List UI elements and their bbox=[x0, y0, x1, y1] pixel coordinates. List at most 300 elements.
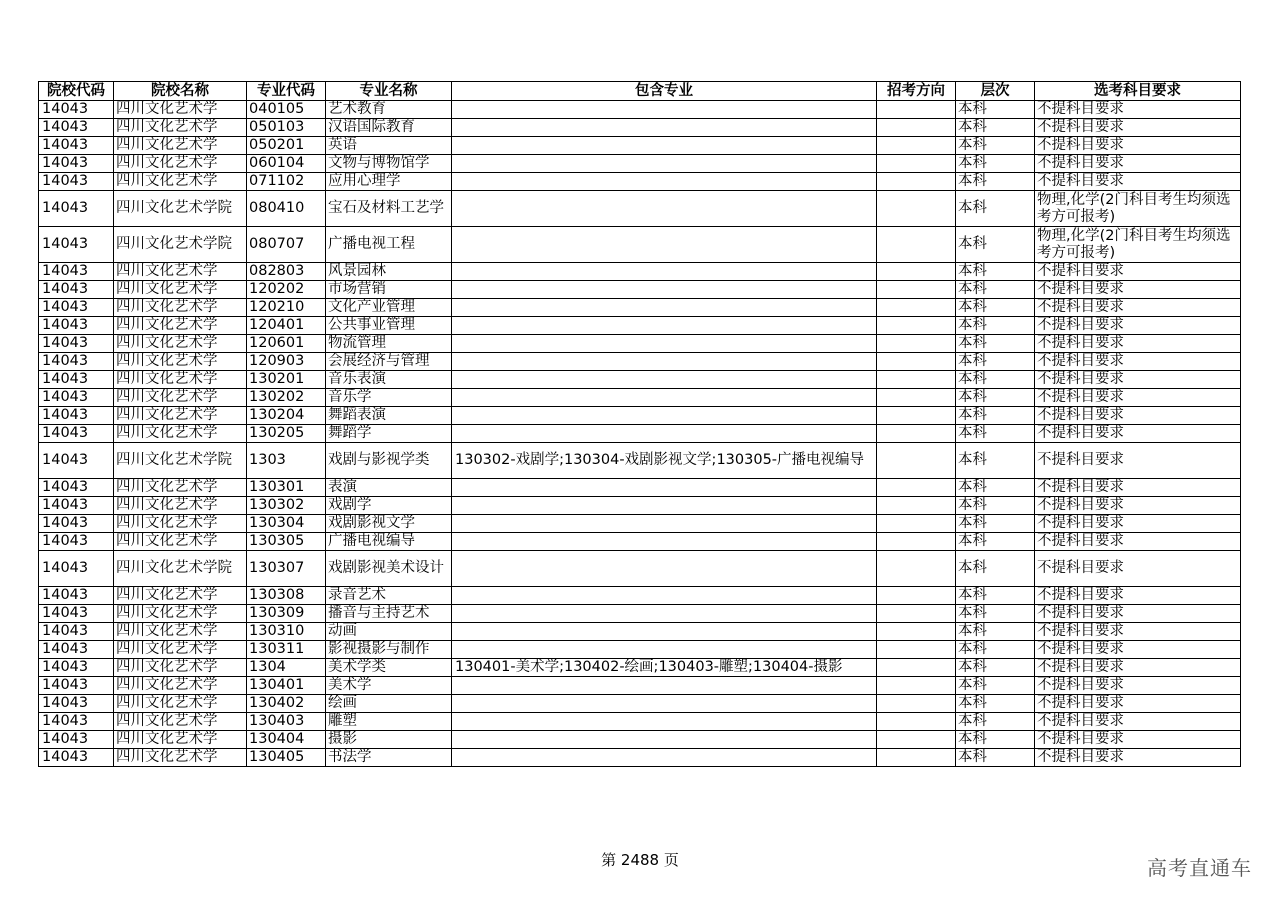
cell-included-majors bbox=[452, 407, 877, 425]
cell-subject-requirement: 不提科目要求 bbox=[1035, 443, 1241, 479]
cell-level: 本科 bbox=[956, 281, 1035, 299]
cell-included-majors bbox=[452, 191, 877, 227]
cell-direction bbox=[877, 335, 956, 353]
table-row bbox=[39, 173, 1241, 191]
cell-included-majors bbox=[452, 299, 877, 317]
cell-direction bbox=[877, 173, 956, 191]
cell-subject-requirement: 物理,化学(2门科目考生均须选考方可报考) bbox=[1035, 227, 1241, 263]
cell-direction bbox=[877, 731, 956, 749]
cell-major-code: 130202 bbox=[247, 389, 326, 407]
cell-school-name: 四川文化艺术学 bbox=[114, 425, 247, 443]
table-row bbox=[39, 497, 1241, 515]
cell-major-code: 1304 bbox=[247, 659, 326, 677]
cell-included-majors bbox=[452, 641, 877, 659]
cell-school-code: 14043 bbox=[39, 641, 114, 659]
cell-level: 本科 bbox=[956, 155, 1035, 173]
cell-subject-requirement: 不提科目要求 bbox=[1035, 137, 1241, 155]
cell-level: 本科 bbox=[956, 371, 1035, 389]
cell-major-code: 120401 bbox=[247, 317, 326, 335]
cell-major-code: 130302 bbox=[247, 497, 326, 515]
cell-subject-requirement: 不提科目要求 bbox=[1035, 119, 1241, 137]
cell-subject-requirement: 不提科目要求 bbox=[1035, 677, 1241, 695]
header-school-name: 院校名称 bbox=[114, 82, 247, 101]
cell-included-majors bbox=[452, 425, 877, 443]
header-included-majors: 包含专业 bbox=[452, 82, 877, 101]
cell-subject-requirement: 不提科目要求 bbox=[1035, 605, 1241, 623]
cell-major-name: 美术学 bbox=[326, 677, 452, 695]
cell-school-code: 14043 bbox=[39, 299, 114, 317]
table-row bbox=[39, 551, 1241, 587]
cell-major-code: 120210 bbox=[247, 299, 326, 317]
cell-school-code: 14043 bbox=[39, 353, 114, 371]
cell-school-code: 14043 bbox=[39, 533, 114, 551]
cell-level: 本科 bbox=[956, 749, 1035, 767]
cell-major-code: 080410 bbox=[247, 191, 326, 227]
table-row bbox=[39, 641, 1241, 659]
cell-major-code: 130308 bbox=[247, 587, 326, 605]
cell-subject-requirement: 不提科目要求 bbox=[1035, 659, 1241, 677]
cell-school-name: 四川文化艺术学 bbox=[114, 623, 247, 641]
table-row bbox=[39, 299, 1241, 317]
cell-major-name: 宝石及材料工艺学 bbox=[326, 191, 452, 227]
cell-major-code: 130402 bbox=[247, 695, 326, 713]
cell-major-code: 130307 bbox=[247, 551, 326, 587]
cell-subject-requirement: 不提科目要求 bbox=[1035, 587, 1241, 605]
header-subject-requirement: 选考科目要求 bbox=[1035, 82, 1241, 101]
cell-major-name: 雕塑 bbox=[326, 713, 452, 731]
cell-school-name: 四川文化艺术学 bbox=[114, 497, 247, 515]
cell-included-majors bbox=[452, 227, 877, 263]
cell-major-code: 130401 bbox=[247, 677, 326, 695]
table-row bbox=[39, 335, 1241, 353]
cell-major-name: 戏剧与影视学类 bbox=[326, 443, 452, 479]
cell-direction bbox=[877, 479, 956, 497]
cell-major-name: 艺术教育 bbox=[326, 101, 452, 119]
cell-school-code: 14043 bbox=[39, 479, 114, 497]
cell-level: 本科 bbox=[956, 623, 1035, 641]
cell-school-name: 四川文化艺术学 bbox=[114, 353, 247, 371]
cell-level: 本科 bbox=[956, 641, 1035, 659]
cell-subject-requirement: 不提科目要求 bbox=[1035, 263, 1241, 281]
cell-subject-requirement: 不提科目要求 bbox=[1035, 371, 1241, 389]
table-row bbox=[39, 605, 1241, 623]
cell-level: 本科 bbox=[956, 587, 1035, 605]
cell-school-code: 14043 bbox=[39, 101, 114, 119]
cell-direction bbox=[877, 677, 956, 695]
cell-major-code: 130205 bbox=[247, 425, 326, 443]
cell-direction bbox=[877, 371, 956, 389]
cell-school-code: 14043 bbox=[39, 605, 114, 623]
table-row bbox=[39, 353, 1241, 371]
table-row bbox=[39, 587, 1241, 605]
cell-level: 本科 bbox=[956, 119, 1035, 137]
cell-major-name: 音乐学 bbox=[326, 389, 452, 407]
cell-school-name: 四川文化艺术学 bbox=[114, 641, 247, 659]
cell-included-majors bbox=[452, 479, 877, 497]
cell-major-code: 130201 bbox=[247, 371, 326, 389]
cell-school-code: 14043 bbox=[39, 371, 114, 389]
table-row bbox=[39, 443, 1241, 479]
cell-major-code: 130405 bbox=[247, 749, 326, 767]
cell-included-majors bbox=[452, 317, 877, 335]
cell-direction bbox=[877, 227, 956, 263]
table-body bbox=[39, 101, 1241, 767]
cell-direction bbox=[877, 623, 956, 641]
cell-school-name: 四川文化艺术学 bbox=[114, 659, 247, 677]
cell-subject-requirement: 不提科目要求 bbox=[1035, 281, 1241, 299]
cell-subject-requirement: 不提科目要求 bbox=[1035, 335, 1241, 353]
cell-major-code: 130404 bbox=[247, 731, 326, 749]
cell-included-majors bbox=[452, 263, 877, 281]
cell-level: 本科 bbox=[956, 173, 1035, 191]
cell-level: 本科 bbox=[956, 389, 1035, 407]
cell-school-name: 四川文化艺术学 bbox=[114, 605, 247, 623]
cell-school-code: 14043 bbox=[39, 155, 114, 173]
cell-school-name: 四川文化艺术学 bbox=[114, 533, 247, 551]
cell-subject-requirement: 不提科目要求 bbox=[1035, 425, 1241, 443]
cell-level: 本科 bbox=[956, 191, 1035, 227]
cell-direction bbox=[877, 497, 956, 515]
cell-school-code: 14043 bbox=[39, 497, 114, 515]
cell-included-majors bbox=[452, 281, 877, 299]
cell-major-code: 130305 bbox=[247, 533, 326, 551]
cell-direction bbox=[877, 695, 956, 713]
cell-school-code: 14043 bbox=[39, 515, 114, 533]
cell-direction bbox=[877, 641, 956, 659]
cell-school-code: 14043 bbox=[39, 119, 114, 137]
cell-major-name: 汉语国际教育 bbox=[326, 119, 452, 137]
cell-school-code: 14043 bbox=[39, 281, 114, 299]
cell-school-name: 四川文化艺术学 bbox=[114, 515, 247, 533]
cell-major-code: 130311 bbox=[247, 641, 326, 659]
cell-included-majors bbox=[452, 137, 877, 155]
cell-school-name: 四川文化艺术学 bbox=[114, 119, 247, 137]
table-row bbox=[39, 101, 1241, 119]
cell-level: 本科 bbox=[956, 497, 1035, 515]
cell-direction bbox=[877, 425, 956, 443]
cell-included-majors bbox=[452, 695, 877, 713]
cell-direction bbox=[877, 659, 956, 677]
cell-major-name: 广播电视编导 bbox=[326, 533, 452, 551]
cell-major-name: 舞蹈表演 bbox=[326, 407, 452, 425]
cell-level: 本科 bbox=[956, 353, 1035, 371]
cell-school-code: 14043 bbox=[39, 407, 114, 425]
page-number: 第 2488 页 bbox=[601, 851, 679, 869]
cell-major-code: 040105 bbox=[247, 101, 326, 119]
cell-school-name: 四川文化艺术学 bbox=[114, 173, 247, 191]
cell-school-code: 14043 bbox=[39, 263, 114, 281]
cell-school-code: 14043 bbox=[39, 191, 114, 227]
table-row bbox=[39, 191, 1241, 227]
table-row bbox=[39, 677, 1241, 695]
cell-level: 本科 bbox=[956, 479, 1035, 497]
cell-included-majors bbox=[452, 533, 877, 551]
cell-major-code: 071102 bbox=[247, 173, 326, 191]
cell-subject-requirement: 物理,化学(2门科目考生均须选考方可报考) bbox=[1035, 191, 1241, 227]
cell-major-code: 130309 bbox=[247, 605, 326, 623]
cell-school-name: 四川文化艺术学 bbox=[114, 407, 247, 425]
cell-major-name: 英语 bbox=[326, 137, 452, 155]
cell-school-name: 四川文化艺术学 bbox=[114, 389, 247, 407]
cell-included-majors bbox=[452, 731, 877, 749]
cell-level: 本科 bbox=[956, 299, 1035, 317]
cell-level: 本科 bbox=[956, 443, 1035, 479]
cell-subject-requirement: 不提科目要求 bbox=[1035, 389, 1241, 407]
cell-included-majors bbox=[452, 119, 877, 137]
cell-major-name: 动画 bbox=[326, 623, 452, 641]
cell-major-code: 050103 bbox=[247, 119, 326, 137]
cell-included-majors bbox=[452, 551, 877, 587]
cell-subject-requirement: 不提科目要求 bbox=[1035, 407, 1241, 425]
cell-subject-requirement: 不提科目要求 bbox=[1035, 731, 1241, 749]
cell-direction bbox=[877, 155, 956, 173]
cell-level: 本科 bbox=[956, 695, 1035, 713]
cell-level: 本科 bbox=[956, 713, 1035, 731]
cell-direction bbox=[877, 263, 956, 281]
cell-subject-requirement: 不提科目要求 bbox=[1035, 479, 1241, 497]
cell-direction bbox=[877, 407, 956, 425]
cell-major-name: 戏剧影视文学 bbox=[326, 515, 452, 533]
cell-major-name: 文物与博物馆学 bbox=[326, 155, 452, 173]
cell-subject-requirement: 不提科目要求 bbox=[1035, 173, 1241, 191]
cell-included-majors bbox=[452, 623, 877, 641]
cell-subject-requirement: 不提科目要求 bbox=[1035, 695, 1241, 713]
cell-major-name: 音乐表演 bbox=[326, 371, 452, 389]
cell-direction bbox=[877, 353, 956, 371]
cell-major-code: 130301 bbox=[247, 479, 326, 497]
cell-major-code: 130403 bbox=[247, 713, 326, 731]
cell-school-code: 14043 bbox=[39, 587, 114, 605]
cell-school-code: 14043 bbox=[39, 227, 114, 263]
cell-school-name: 四川文化艺术学 bbox=[114, 155, 247, 173]
table-row bbox=[39, 263, 1241, 281]
cell-major-name: 广播电视工程 bbox=[326, 227, 452, 263]
table-row bbox=[39, 155, 1241, 173]
cell-direction bbox=[877, 533, 956, 551]
table-row bbox=[39, 515, 1241, 533]
cell-school-name: 四川文化艺术学 bbox=[114, 587, 247, 605]
cell-major-code: 1303 bbox=[247, 443, 326, 479]
table-row bbox=[39, 281, 1241, 299]
cell-direction bbox=[877, 515, 956, 533]
cell-school-name: 四川文化艺术学 bbox=[114, 731, 247, 749]
cell-subject-requirement: 不提科目要求 bbox=[1035, 515, 1241, 533]
cell-subject-requirement: 不提科目要求 bbox=[1035, 551, 1241, 587]
cell-major-name: 公共事业管理 bbox=[326, 317, 452, 335]
cell-included-majors bbox=[452, 749, 877, 767]
cell-included-majors bbox=[452, 497, 877, 515]
cell-school-name: 四川文化艺术学 bbox=[114, 695, 247, 713]
cell-direction bbox=[877, 101, 956, 119]
cell-direction bbox=[877, 551, 956, 587]
cell-major-code: 120903 bbox=[247, 353, 326, 371]
cell-major-name: 文化产业管理 bbox=[326, 299, 452, 317]
cell-major-name: 录音艺术 bbox=[326, 587, 452, 605]
cell-major-code: 130310 bbox=[247, 623, 326, 641]
cell-major-name: 戏剧影视美术设计 bbox=[326, 551, 452, 587]
cell-level: 本科 bbox=[956, 605, 1035, 623]
cell-major-code: 060104 bbox=[247, 155, 326, 173]
cell-direction bbox=[877, 605, 956, 623]
cell-level: 本科 bbox=[956, 263, 1035, 281]
header-major-code: 专业代码 bbox=[247, 82, 326, 101]
cell-subject-requirement: 不提科目要求 bbox=[1035, 155, 1241, 173]
cell-included-majors bbox=[452, 101, 877, 119]
cell-major-name: 书法学 bbox=[326, 749, 452, 767]
cell-level: 本科 bbox=[956, 731, 1035, 749]
cell-school-name: 四川文化艺术学 bbox=[114, 335, 247, 353]
table-header-row bbox=[39, 82, 1241, 101]
table-row bbox=[39, 659, 1241, 677]
cell-major-name: 市场营销 bbox=[326, 281, 452, 299]
cell-level: 本科 bbox=[956, 659, 1035, 677]
admissions-table bbox=[38, 81, 1241, 767]
cell-school-name: 四川文化艺术学 bbox=[114, 479, 247, 497]
cell-major-name: 会展经济与管理 bbox=[326, 353, 452, 371]
table-row bbox=[39, 425, 1241, 443]
cell-school-name: 四川文化艺术学 bbox=[114, 713, 247, 731]
table-row bbox=[39, 479, 1241, 497]
cell-level: 本科 bbox=[956, 335, 1035, 353]
cell-direction bbox=[877, 299, 956, 317]
cell-included-majors: 130401-美术学;130402-绘画;130403-雕塑;130404-摄影 bbox=[452, 659, 877, 677]
cell-school-name: 四川文化艺术学 bbox=[114, 281, 247, 299]
cell-major-code: 120202 bbox=[247, 281, 326, 299]
cell-direction bbox=[877, 191, 956, 227]
cell-major-name: 美术学类 bbox=[326, 659, 452, 677]
cell-level: 本科 bbox=[956, 515, 1035, 533]
cell-included-majors: 130302-戏剧学;130304-戏剧影视文学;130305-广播电视编导 bbox=[452, 443, 877, 479]
cell-level: 本科 bbox=[956, 677, 1035, 695]
cell-major-code: 082803 bbox=[247, 263, 326, 281]
cell-school-name: 四川文化艺术学 bbox=[114, 101, 247, 119]
cell-major-name: 影视摄影与制作 bbox=[326, 641, 452, 659]
cell-school-code: 14043 bbox=[39, 695, 114, 713]
cell-school-code: 14043 bbox=[39, 335, 114, 353]
cell-subject-requirement: 不提科目要求 bbox=[1035, 101, 1241, 119]
cell-school-code: 14043 bbox=[39, 551, 114, 587]
cell-school-code: 14043 bbox=[39, 425, 114, 443]
cell-subject-requirement: 不提科目要求 bbox=[1035, 533, 1241, 551]
cell-school-name: 四川文化艺术学 bbox=[114, 317, 247, 335]
cell-school-code: 14043 bbox=[39, 137, 114, 155]
cell-school-code: 14043 bbox=[39, 623, 114, 641]
cell-school-name: 四川文化艺术学院 bbox=[114, 551, 247, 587]
cell-major-code: 130204 bbox=[247, 407, 326, 425]
cell-school-name: 四川文化艺术学院 bbox=[114, 443, 247, 479]
cell-major-name: 摄影 bbox=[326, 731, 452, 749]
cell-level: 本科 bbox=[956, 227, 1035, 263]
cell-school-code: 14043 bbox=[39, 659, 114, 677]
cell-school-name: 四川文化艺术学 bbox=[114, 677, 247, 695]
cell-school-code: 14043 bbox=[39, 173, 114, 191]
cell-included-majors bbox=[452, 515, 877, 533]
cell-level: 本科 bbox=[956, 533, 1035, 551]
cell-direction bbox=[877, 389, 956, 407]
cell-major-name: 绘画 bbox=[326, 695, 452, 713]
table-row bbox=[39, 749, 1241, 767]
cell-included-majors bbox=[452, 677, 877, 695]
cell-level: 本科 bbox=[956, 551, 1035, 587]
cell-included-majors bbox=[452, 371, 877, 389]
cell-subject-requirement: 不提科目要求 bbox=[1035, 749, 1241, 767]
cell-included-majors bbox=[452, 353, 877, 371]
table-row bbox=[39, 713, 1241, 731]
cell-subject-requirement: 不提科目要求 bbox=[1035, 353, 1241, 371]
cell-level: 本科 bbox=[956, 407, 1035, 425]
watermark-logo-text: 高考直通车 bbox=[1147, 856, 1252, 880]
cell-included-majors bbox=[452, 713, 877, 731]
cell-subject-requirement: 不提科目要求 bbox=[1035, 623, 1241, 641]
table-row bbox=[39, 407, 1241, 425]
cell-major-name: 风景园林 bbox=[326, 263, 452, 281]
cell-major-name: 戏剧学 bbox=[326, 497, 452, 515]
cell-direction bbox=[877, 587, 956, 605]
cell-school-code: 14043 bbox=[39, 731, 114, 749]
table-row bbox=[39, 227, 1241, 263]
cell-level: 本科 bbox=[956, 101, 1035, 119]
table-row bbox=[39, 371, 1241, 389]
cell-school-code: 14043 bbox=[39, 389, 114, 407]
header-level: 层次 bbox=[956, 82, 1035, 101]
cell-major-name: 应用心理学 bbox=[326, 173, 452, 191]
cell-major-code: 120601 bbox=[247, 335, 326, 353]
cell-direction bbox=[877, 119, 956, 137]
cell-included-majors bbox=[452, 587, 877, 605]
cell-school-code: 14043 bbox=[39, 677, 114, 695]
cell-school-code: 14043 bbox=[39, 713, 114, 731]
header-major-name: 专业名称 bbox=[326, 82, 452, 101]
cell-school-name: 四川文化艺术学 bbox=[114, 263, 247, 281]
cell-included-majors bbox=[452, 335, 877, 353]
cell-level: 本科 bbox=[956, 425, 1035, 443]
table-row bbox=[39, 317, 1241, 335]
cell-major-code: 050201 bbox=[247, 137, 326, 155]
cell-school-name: 四川文化艺术学院 bbox=[114, 191, 247, 227]
cell-school-name: 四川文化艺术学 bbox=[114, 371, 247, 389]
cell-included-majors bbox=[452, 155, 877, 173]
cell-direction bbox=[877, 317, 956, 335]
table-row bbox=[39, 119, 1241, 137]
cell-direction bbox=[877, 713, 956, 731]
cell-level: 本科 bbox=[956, 137, 1035, 155]
header-direction: 招考方向 bbox=[877, 82, 956, 101]
cell-major-name: 舞蹈学 bbox=[326, 425, 452, 443]
cell-included-majors bbox=[452, 389, 877, 407]
cell-subject-requirement: 不提科目要求 bbox=[1035, 497, 1241, 515]
cell-major-name: 表演 bbox=[326, 479, 452, 497]
cell-subject-requirement: 不提科目要求 bbox=[1035, 299, 1241, 317]
cell-subject-requirement: 不提科目要求 bbox=[1035, 317, 1241, 335]
cell-school-code: 14043 bbox=[39, 749, 114, 767]
cell-direction bbox=[877, 281, 956, 299]
cell-subject-requirement: 不提科目要求 bbox=[1035, 713, 1241, 731]
cell-school-name: 四川文化艺术学 bbox=[114, 749, 247, 767]
header-school-code: 院校代码 bbox=[39, 82, 114, 101]
table-row bbox=[39, 533, 1241, 551]
cell-included-majors bbox=[452, 605, 877, 623]
cell-school-code: 14043 bbox=[39, 443, 114, 479]
table-row bbox=[39, 695, 1241, 713]
cell-major-name: 物流管理 bbox=[326, 335, 452, 353]
cell-subject-requirement: 不提科目要求 bbox=[1035, 641, 1241, 659]
table-row bbox=[39, 623, 1241, 641]
table-row bbox=[39, 137, 1241, 155]
cell-school-name: 四川文化艺术学院 bbox=[114, 227, 247, 263]
cell-direction bbox=[877, 443, 956, 479]
cell-major-name: 播音与主持艺术 bbox=[326, 605, 452, 623]
cell-major-code: 080707 bbox=[247, 227, 326, 263]
